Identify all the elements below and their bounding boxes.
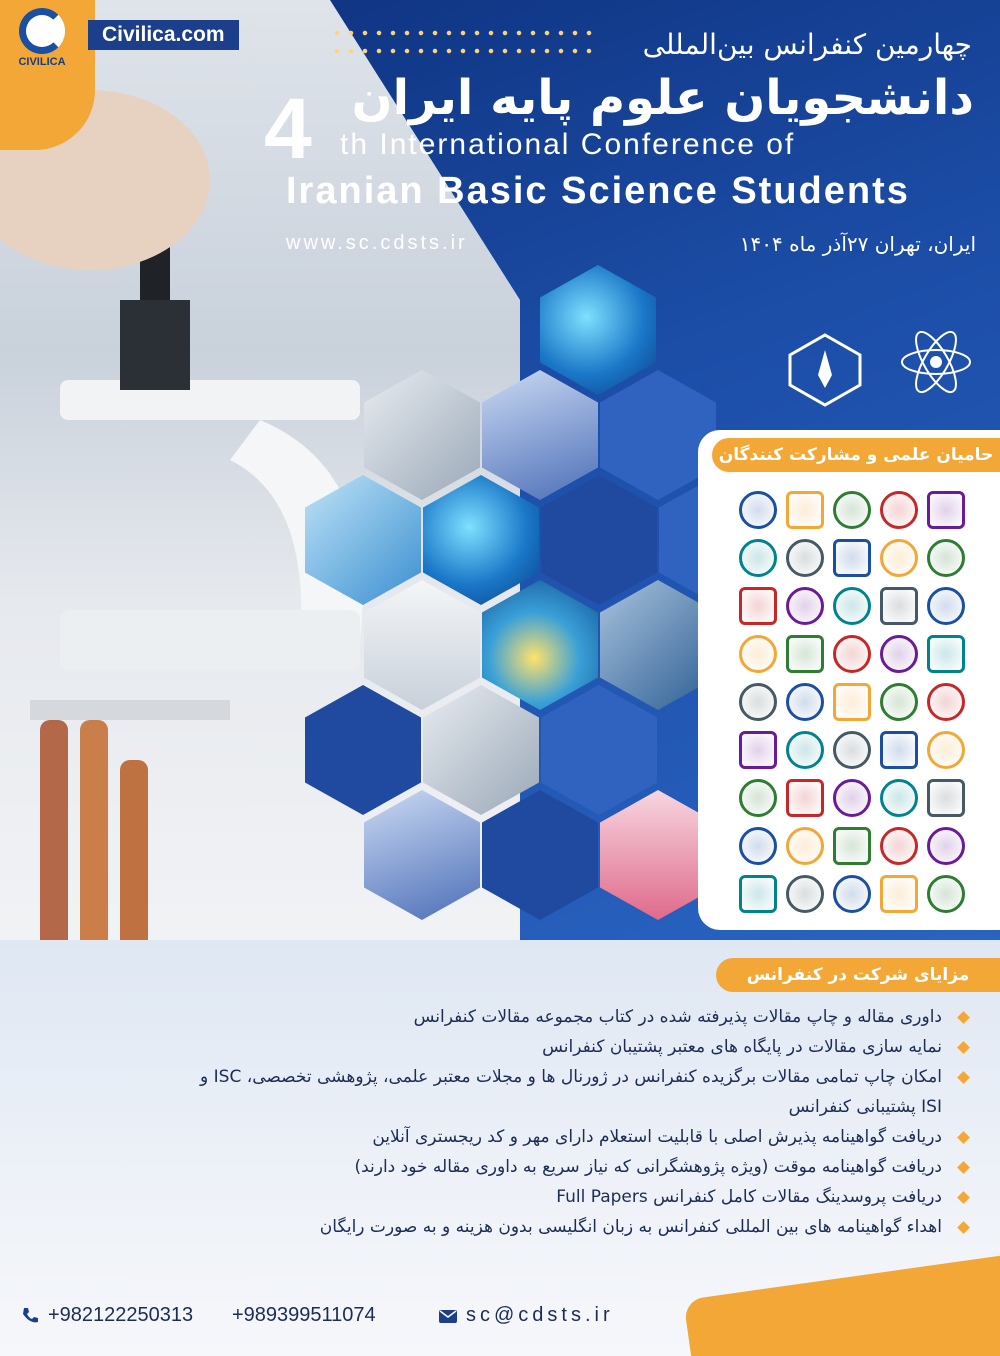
diamond-bullet-icon bbox=[957, 1041, 970, 1054]
sponsor-emblem-icon bbox=[833, 491, 871, 529]
conference-ordinal-number: 4 bbox=[264, 81, 312, 177]
benefits-title: مزایای شرکت در کنفرانس bbox=[716, 958, 1000, 992]
sponsor-emblem-icon bbox=[880, 779, 918, 817]
benefit-item bbox=[174, 1062, 974, 1122]
sponsor-emblem-icon bbox=[927, 539, 965, 577]
diamond-bullet-icon bbox=[957, 1131, 970, 1144]
sponsor-emblem-icon bbox=[739, 683, 777, 721]
sponsor-logo bbox=[830, 486, 873, 534]
sponsor-emblem-icon bbox=[927, 731, 965, 769]
sponsor-logo bbox=[783, 774, 826, 822]
sponsor-emblem-icon bbox=[786, 635, 824, 673]
civilica-logo[interactable] bbox=[10, 8, 74, 72]
sponsor-logo bbox=[878, 678, 921, 726]
sponsor-emblem-icon bbox=[927, 635, 965, 673]
sponsor-emblem-icon bbox=[786, 875, 824, 913]
benefit-item bbox=[174, 1212, 974, 1242]
conference-website-link[interactable]: www.sc.cdsts.ir bbox=[286, 232, 468, 254]
sponsor-emblem-icon bbox=[880, 683, 918, 721]
diamond-bullet-icon bbox=[957, 1161, 970, 1174]
benefit-text: دریافت گواهینامه موقت (ویژه پژوهشگرانی که نیاز سریع به داوری مقاله خود دارند) bbox=[354, 1157, 942, 1177]
email-icon bbox=[438, 1306, 458, 1326]
sponsor-emblem-icon bbox=[927, 779, 965, 817]
benefit-item bbox=[174, 1032, 974, 1062]
sponsor-logo bbox=[925, 678, 968, 726]
sponsor-emblem-icon bbox=[927, 683, 965, 721]
benefit-item bbox=[174, 1152, 974, 1182]
sponsor-logo bbox=[925, 534, 968, 582]
sponsor-emblem-icon bbox=[927, 875, 965, 913]
sponsor-emblem-icon bbox=[833, 827, 871, 865]
sponsor-emblem-icon bbox=[880, 635, 918, 673]
sponsor-logo bbox=[783, 726, 826, 774]
sponsor-logo bbox=[783, 678, 826, 726]
sponsor-logo bbox=[830, 582, 873, 630]
sponsor-logo bbox=[925, 582, 968, 630]
sponsor-emblem-icon bbox=[927, 827, 965, 865]
sponsor-logo bbox=[736, 630, 779, 678]
sponsor-emblem-icon bbox=[927, 587, 965, 625]
dots-decoration bbox=[330, 26, 600, 40]
sponsor-logo bbox=[878, 726, 921, 774]
sponsor-logo bbox=[783, 822, 826, 870]
sponsor-logo bbox=[830, 726, 873, 774]
sponsor-emblem-icon bbox=[786, 827, 824, 865]
sponsor-logo bbox=[736, 870, 779, 918]
conference-title-fa-small: چهارمین کنفرانس بین‌المللی bbox=[642, 28, 972, 61]
diamond-bullet-icon bbox=[957, 1071, 970, 1084]
sponsor-emblem-icon bbox=[880, 827, 918, 865]
benefit-text: دریافت پروسدینگ مقالات کامل کنفرانس Full Papers bbox=[556, 1187, 942, 1207]
sponsor-emblem-icon bbox=[833, 779, 871, 817]
sponsor-logo bbox=[736, 486, 779, 534]
sponsor-logo bbox=[878, 582, 921, 630]
conference-title-fa: دانشجویان علوم پایه ایران bbox=[351, 70, 974, 126]
sponsor-emblem-icon bbox=[739, 827, 777, 865]
benefit-text: داوری مقاله و چاپ مقالات پذیرفته شده در کتاب مجموعه مقالات کنفرانس bbox=[413, 1007, 942, 1027]
sponsor-logo bbox=[736, 534, 779, 582]
sponsor-logo bbox=[878, 822, 921, 870]
sponsor-logo bbox=[783, 582, 826, 630]
sponsor-logo bbox=[925, 630, 968, 678]
sponsor-emblem-icon bbox=[786, 539, 824, 577]
sponsor-emblem-icon bbox=[739, 779, 777, 817]
sponsor-emblem-icon bbox=[739, 635, 777, 673]
email-address: sc@cdsts.ir bbox=[466, 1304, 614, 1326]
benefit-item bbox=[174, 1002, 974, 1032]
sponsor-emblem-icon bbox=[739, 875, 777, 913]
organizer-atom-logo bbox=[896, 322, 976, 412]
sponsor-emblem-icon bbox=[786, 683, 824, 721]
sponsor-emblem-icon bbox=[880, 587, 918, 625]
contact-phone-1[interactable] bbox=[20, 1304, 193, 1327]
sponsor-logo bbox=[878, 630, 921, 678]
sponsor-logo bbox=[830, 630, 873, 678]
diamond-bullet-icon bbox=[957, 1191, 970, 1204]
sponsor-emblem-icon bbox=[880, 491, 918, 529]
benefit-text: دریافت گواهینامه پذیرش اصلی با قابلیت استعلام دارای مهر و کد ریجستری آنلاین bbox=[372, 1127, 942, 1147]
civilica-logo-text: CIVILICA bbox=[18, 56, 66, 68]
sponsor-logo bbox=[736, 582, 779, 630]
sponsor-emblem-icon bbox=[786, 731, 824, 769]
sponsor-emblem-icon bbox=[786, 779, 824, 817]
phone-number: +982122250313 bbox=[48, 1304, 194, 1326]
sponsor-emblem-icon bbox=[739, 731, 777, 769]
sponsor-emblem-icon bbox=[927, 491, 965, 529]
benefit-text: اهداء گواهینامه های بین المللی کنفرانس به زبان انگلیسی بدون هزینه و به صورت رایگان bbox=[319, 1217, 942, 1237]
sponsor-logo bbox=[878, 870, 921, 918]
conference-date-place: ایران، تهران ۲۷آذر ماه ۱۴۰۴ bbox=[739, 232, 976, 256]
dots-decoration bbox=[330, 44, 600, 58]
sponsors-title: حامیان علمی و مشارکت کنندگان bbox=[712, 438, 1000, 472]
sponsor-emblem-icon bbox=[833, 635, 871, 673]
sponsor-logo bbox=[925, 774, 968, 822]
sponsor-logo bbox=[736, 822, 779, 870]
civilica-site-label[interactable]: Civilica.com bbox=[88, 20, 239, 50]
sponsor-logo bbox=[830, 822, 873, 870]
benefit-item bbox=[174, 1122, 974, 1152]
sponsor-logo bbox=[830, 678, 873, 726]
sponsor-emblem-icon bbox=[833, 539, 871, 577]
contact-phone-2[interactable] bbox=[232, 1304, 376, 1327]
sponsor-logo bbox=[925, 822, 968, 870]
sponsor-logo bbox=[830, 534, 873, 582]
sponsor-emblem-icon bbox=[786, 587, 824, 625]
sponsor-logo bbox=[878, 534, 921, 582]
organizer-pen-logo bbox=[780, 330, 870, 410]
sponsor-emblem-icon bbox=[739, 539, 777, 577]
phone-icon bbox=[20, 1306, 40, 1326]
benefit-text: نمایه سازی مقالات در پایگاه های معتبر پشتیبان کنفرانس bbox=[542, 1037, 942, 1057]
phone-number: +989399511074 bbox=[232, 1304, 376, 1326]
sponsor-logo bbox=[830, 870, 873, 918]
sponsor-emblem-icon bbox=[880, 731, 918, 769]
sponsor-logo bbox=[925, 486, 968, 534]
sponsor-logo bbox=[830, 774, 873, 822]
sponsor-emblem-icon bbox=[880, 539, 918, 577]
sponsor-logo bbox=[783, 870, 826, 918]
sponsor-logo bbox=[783, 630, 826, 678]
sponsor-logo bbox=[783, 534, 826, 582]
sponsor-emblem-icon bbox=[833, 683, 871, 721]
diamond-bullet-icon bbox=[957, 1221, 970, 1234]
sponsor-emblem-icon bbox=[833, 587, 871, 625]
conference-title-en-line1: th International Conference of bbox=[340, 128, 796, 161]
benefits-list bbox=[174, 1002, 974, 1242]
sponsor-emblem-icon bbox=[880, 875, 918, 913]
sponsor-logo bbox=[878, 486, 921, 534]
conference-title-en-line2: Iranian Basic Science Students bbox=[286, 170, 910, 212]
sponsor-logo-grid bbox=[736, 486, 968, 916]
sponsor-emblem-icon bbox=[739, 587, 777, 625]
sponsor-emblem-icon bbox=[739, 491, 777, 529]
sponsor-logo bbox=[736, 726, 779, 774]
diamond-bullet-icon bbox=[957, 1011, 970, 1024]
sponsor-emblem-icon bbox=[833, 731, 871, 769]
civilica-c-icon bbox=[19, 8, 65, 54]
benefit-text: امکان چاپ تمامی مقالات برگزیده کنفرانس در ژورنال ها و مجلات معتبر علمی، پژوهشی تخصصی، ISC و ISI پشتیبانی کنفرانس bbox=[200, 1067, 942, 1117]
sponsor-logo bbox=[736, 774, 779, 822]
sponsor-logo bbox=[783, 486, 826, 534]
contact-email[interactable] bbox=[438, 1304, 614, 1327]
sponsor-emblem-icon bbox=[786, 491, 824, 529]
sponsor-logo bbox=[878, 774, 921, 822]
benefit-item bbox=[174, 1182, 974, 1212]
sponsor-emblem-icon bbox=[833, 875, 871, 913]
sponsor-logo bbox=[925, 870, 968, 918]
sponsor-logo bbox=[925, 726, 968, 774]
sponsor-logo bbox=[736, 678, 779, 726]
